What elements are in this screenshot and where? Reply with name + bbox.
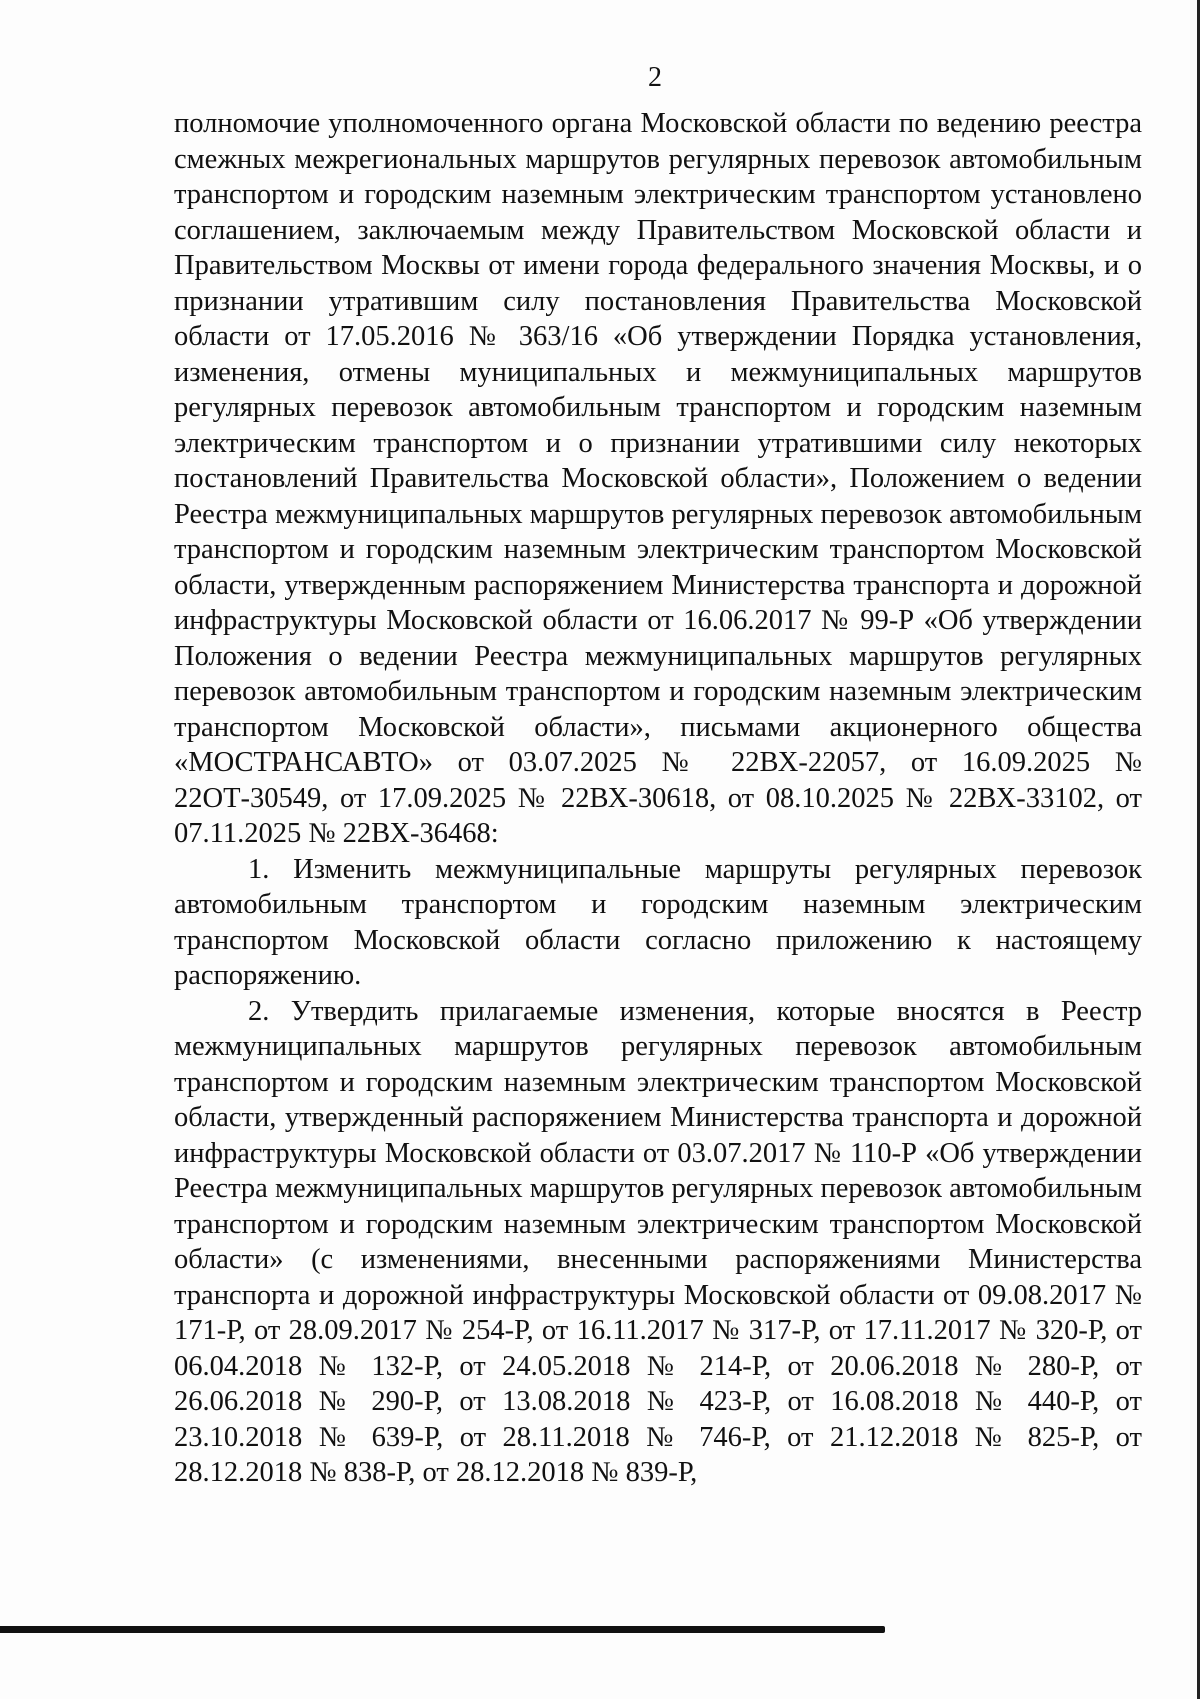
document-body (174, 106, 1142, 1491)
scan-border-line (0, 1626, 885, 1633)
paragraph-intro: полномочие уполномоченного органа Московской области по ведению реестра смежных межрегиональных маршрутов регулярных перевозок автомобильным транспортом и городским наземным электрическим транспортом установлено соглашением, заключаемым между Правительством Московской области и Правительством Москвы от имени города федерального значения Москвы, и о признании утратившим силу постановления Правительства Московской области от 17.05.2016 № 363/16 «Об утверждении Порядка установления, изменения, отмены муниципальных и межмуниципальных маршрутов регулярных перевозок автомобильным транспортом и городским наземным электрическим транспортом и о признании утратившими силу некоторых постановлений Правительства Московской области», Положением о ведении Реестра межмуниципальных маршрутов регулярных перевозок автомобильным транспортом и городским наземным электрическим транспортом Московской области, утвержденным распоряжением Министерства транспорта и дорожной инфраструктуры Московской области от 16.06.2017 № 99-Р «Об утверждении Положения о ведении Реестра межмуниципальных маршрутов регулярных перевозок автомобильным транспортом и городским наземным электрическим транспортом Московской области», письмами акционерного общества «МОСТРАНСАВТО» от 03.07.2025 № 22ВХ-22057, от 16.09.2025 № 22ОТ-30549, от 17.09.2025 № 22ВХ-30618, от 08.10.2025 № 22ВХ-33102, от 07.11.2025 № 22ВХ-36468: (174, 108, 1142, 849)
paragraph-item-1: 1. Изменить межмуниципальные маршруты регулярных перевозок автомобильным транспортом и городским наземным электрическим транспортом Московской области согласно приложению к настоящему распоряжению. (174, 853, 1142, 991)
paragraph-item-2: 2. Утвердить прилагаемые изменения, которые вносятся в Реестр межмуниципальных маршрутов регулярных перевозок автомобильным транспортом и городским наземным электрическим транспортом Московской области, утвержденный распоряжением Министерства транспорта и дорожной инфраструктуры Московской области от 03.07.2017 № 110-Р «Об утверждении Реестра межмуниципальных маршрутов регулярных перевозок автомобильным транспортом и городским наземным электрическим транспортом Московской области» (с изменениями, внесенными распоряжениями Министерства транспорта и дорожной инфраструктуры Московской области от 09.08.2017 № 171-Р, от 28.09.2017 № 254-Р, от 16.11.2017 № 317-Р, от 17.11.2017 № 320-Р, от 06.04.2018 № 132-Р, от 24.05.2018 № 214-Р, от 20.06.2018 № 280-Р, от 26.06.2018 № 290-Р, от 13.08.2018 № 423-Р, от 16.08.2018 № 440-Р, от 23.10.2018 № 639-Р, от 28.11.2018 № 746-Р, от 21.12.2018 № 825-Р, от 28.12.2018 № 838-Р, от 28.12.2018 № 839-Р, (174, 995, 1142, 1488)
page-number: 2 (648, 62, 662, 93)
